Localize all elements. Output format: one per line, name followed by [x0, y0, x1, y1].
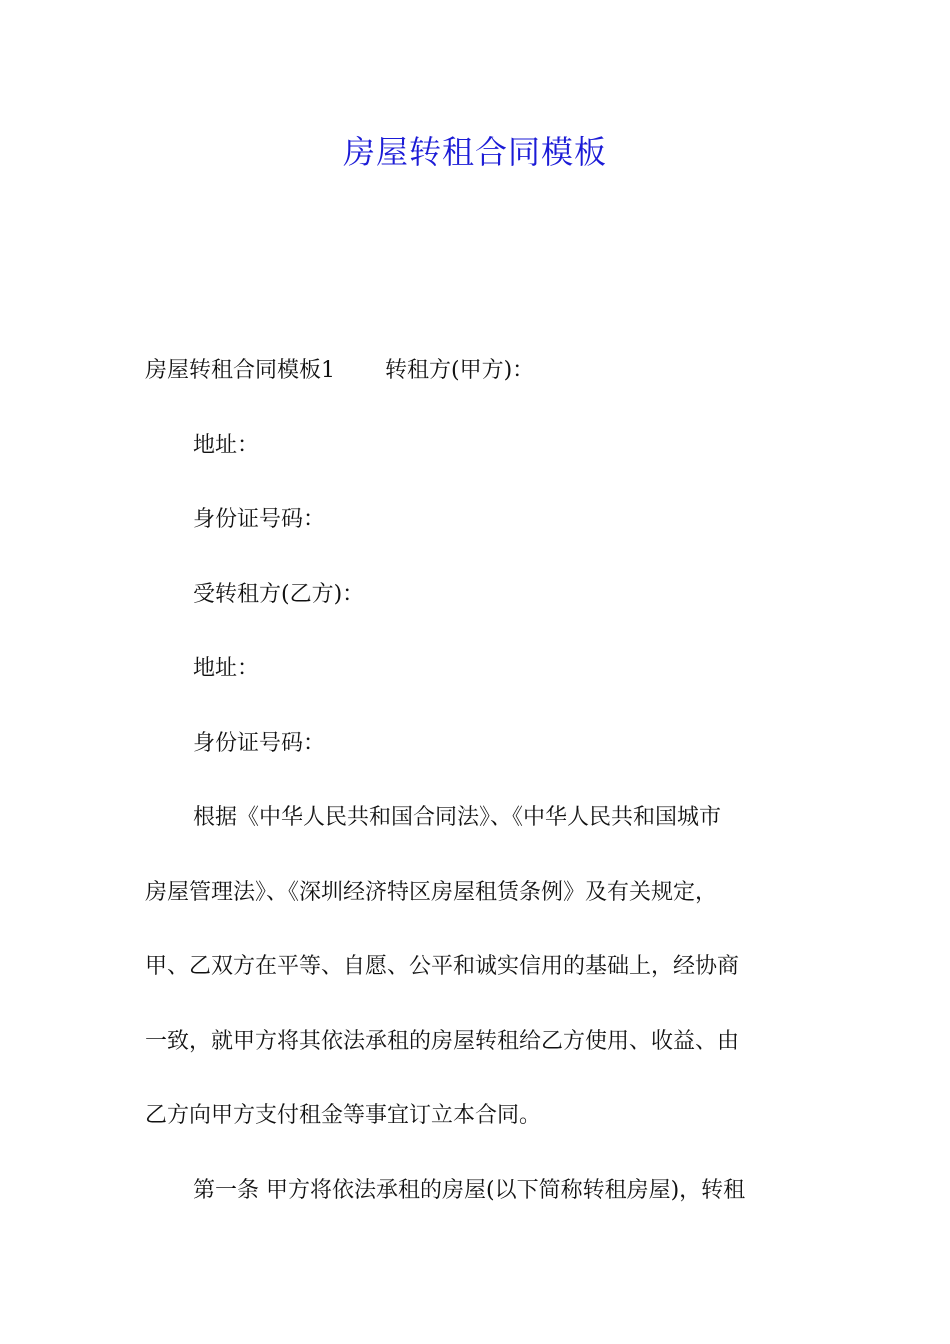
preamble-line: 根据《中华人民共和国合同法》、《中华人民共和国城市 [193, 805, 722, 830]
preamble-line: 房屋管理法》、《深圳经济特区房屋租赁条例》及有关规定， [145, 879, 718, 905]
article-1-line: 第一条 甲方将依法承租的房屋(以下简称转租房屋)，转租 [193, 1177, 746, 1203]
party-a-label: 转租方(甲方)： [385, 358, 535, 383]
document-body [145, 334, 810, 1228]
party-a-id: 身份证号码： [193, 507, 326, 532]
preamble-line: 一致，就甲方将其依法承租的房屋转租给乙方使用、收益、由 [145, 1028, 740, 1054]
intro-heading: 房屋转租合同模板1 [145, 358, 335, 383]
party-a-address: 地址： [193, 432, 260, 458]
preamble-line: 甲、乙双方在平等、自愿、公平和诚实信用的基础上，经协商 [145, 954, 740, 979]
party-b-address: 地址： [193, 656, 260, 681]
document-title: 房屋转租合同模板 [342, 133, 607, 171]
party-b-label: 受转租方(乙方)： [193, 581, 365, 607]
preamble-line: 乙方向甲方支付租金等事宜订立本合同。 [145, 1103, 542, 1128]
intro-line [145, 334, 810, 409]
party-b-id: 身份证号码： [193, 730, 326, 756]
